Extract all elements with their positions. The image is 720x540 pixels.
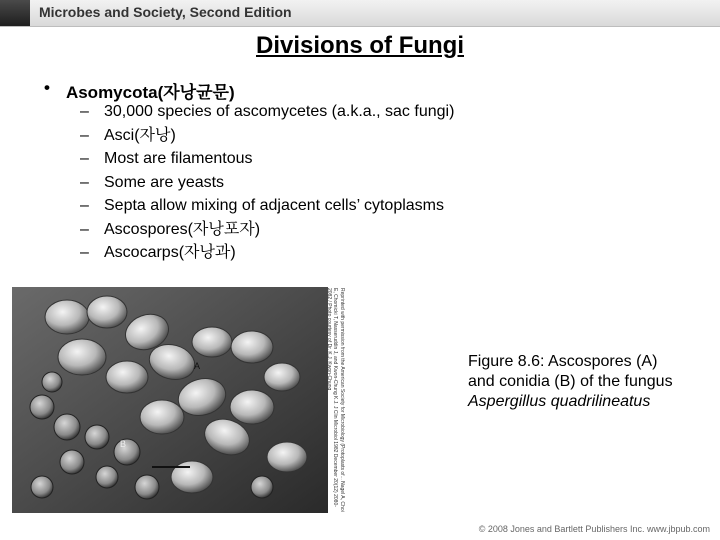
- header-accent: [0, 0, 30, 26]
- sub-bullet-text: Ascospores(자낭포자): [104, 220, 261, 238]
- sub-bullet-text: 30,000 species of ascomycetes (a.k.a., sac fungi): [104, 103, 455, 120]
- photo-credit: [326, 288, 345, 512]
- sub-bullet-text: Most are filamentous: [104, 150, 253, 167]
- photo-credit-text: Reprinted with permission from the American Society for Microbiology (Protoplasts of... Nagel A, Choi E, Chomicki T, Nasseruddin J, and Kwon-Chung K.J. J Clin Microbiol 1982 December 20(12) 2080-2082 / Photo courtesy of Dr. K.J. Kwon-Chung: [326, 288, 345, 512]
- dash-marker: –: [80, 197, 89, 214]
- bullet-marker: •: [44, 78, 50, 97]
- sub-bullet-item: [80, 147, 454, 171]
- electron-micrograph: [12, 287, 328, 513]
- sub-bullet-item: [80, 241, 454, 265]
- sub-bullet-item: [80, 124, 454, 148]
- caption-species: Aspergillus quadrilineatus: [468, 393, 651, 410]
- slide-title: Divisions of Fungi: [256, 32, 464, 59]
- sub-bullet-item: [80, 218, 454, 242]
- label-b: B: [120, 439, 127, 449]
- dash-marker: –: [80, 103, 89, 120]
- sub-bullet-list: [80, 100, 454, 265]
- header-bar: [0, 0, 720, 27]
- sub-bullet-text: Ascocarps(자낭과): [104, 244, 236, 261]
- dash-marker: –: [80, 126, 89, 144]
- sub-bullet-item: [80, 100, 454, 124]
- label-a: A: [194, 361, 201, 371]
- figure-caption: [468, 352, 678, 412]
- sub-bullet-text: Septa allow mixing of adjacent cells’ cytoplasms: [104, 197, 445, 214]
- micrograph-image: [12, 287, 328, 513]
- dash-marker: –: [80, 220, 89, 238]
- dash-marker: –: [80, 173, 89, 191]
- caption-text: Figure 8.6: Ascospores (A) and conidia (B) of the fungus: [468, 353, 673, 390]
- dash-marker: –: [80, 150, 89, 167]
- sub-bullet-text: Asci(자낭): [104, 126, 176, 144]
- slide-title-wrap: [0, 32, 720, 60]
- dash-marker: –: [80, 244, 89, 261]
- sub-bullet-item: [80, 194, 454, 218]
- book-title: Microbes and Society, Second Edition: [39, 4, 292, 20]
- level1-text: Asomycota(자낭균문): [65, 83, 235, 102]
- sub-bullet-text: Some are yeasts: [104, 173, 225, 191]
- copyright: © 2008 Jones and Bartlett Publishers Inc. www.jbpub.com: [478, 524, 710, 534]
- sub-bullet-item: [80, 171, 454, 195]
